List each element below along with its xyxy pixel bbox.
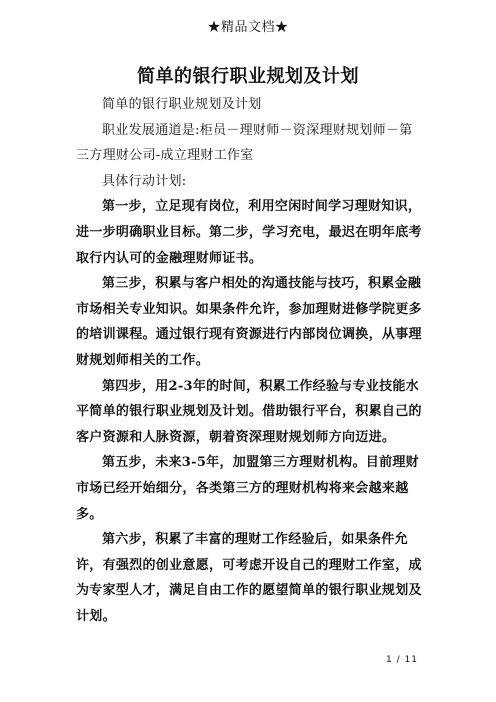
- paragraph-step-1-2: 第一步，立足现有岗位，利用空闲时间学习理财知识，进一步明确职业目标。第二步，学习充电，最迟在明年底考取行内认可的金融理财师证书。: [76, 199, 422, 266]
- paragraph-step-3: 第三步，积累与客户相处的沟通技能与技巧，积累金融市场相关专业知识。如果条件允许，参加理财进修学院更多的培训课程。通过银行现有资源进行内部岗位调换，从事理财规划师相关的工作。: [76, 276, 422, 368]
- paragraph-step-6: 第六步，积累了丰富的理财工作经验后，如果条件允许，有强烈的创业意愿，可考虑开设自己的理财工作室，成为专家型人才，满足自由工作的愿望简单的银行职业规划及计划。: [76, 532, 422, 624]
- page-number: 1 / 11: [386, 655, 418, 665]
- paragraph-career-path: 职业发展通道是:柜员－理财师－资深理财规划师－第三方理财公司-成立理财工作室: [76, 122, 413, 164]
- paragraph-step-4: 第四步，用2-3年的时间，积累工作经验与专业技能水平简单的银行职业规划及计划。借助银行平台，积累自己的客户资源和人脉资源，朝着资深理财规划师方向迈进。: [76, 378, 422, 445]
- paragraph-step-5: 第五步，未来3-5年，加盟第三方理财机构。目前理财市场已经开始细分，各类第三方的理财机构将来会越来越多。: [76, 455, 419, 522]
- document-title: 简单的银行职业规划及计划: [137, 66, 359, 87]
- document-header-mark: ★精品文档★: [207, 20, 289, 35]
- paragraph-action-plan-heading: 具体行动计划:: [102, 173, 187, 189]
- paragraph-subtitle: 简单的银行职业规划及计划: [102, 97, 262, 112]
- document-body: [76, 92, 422, 629]
